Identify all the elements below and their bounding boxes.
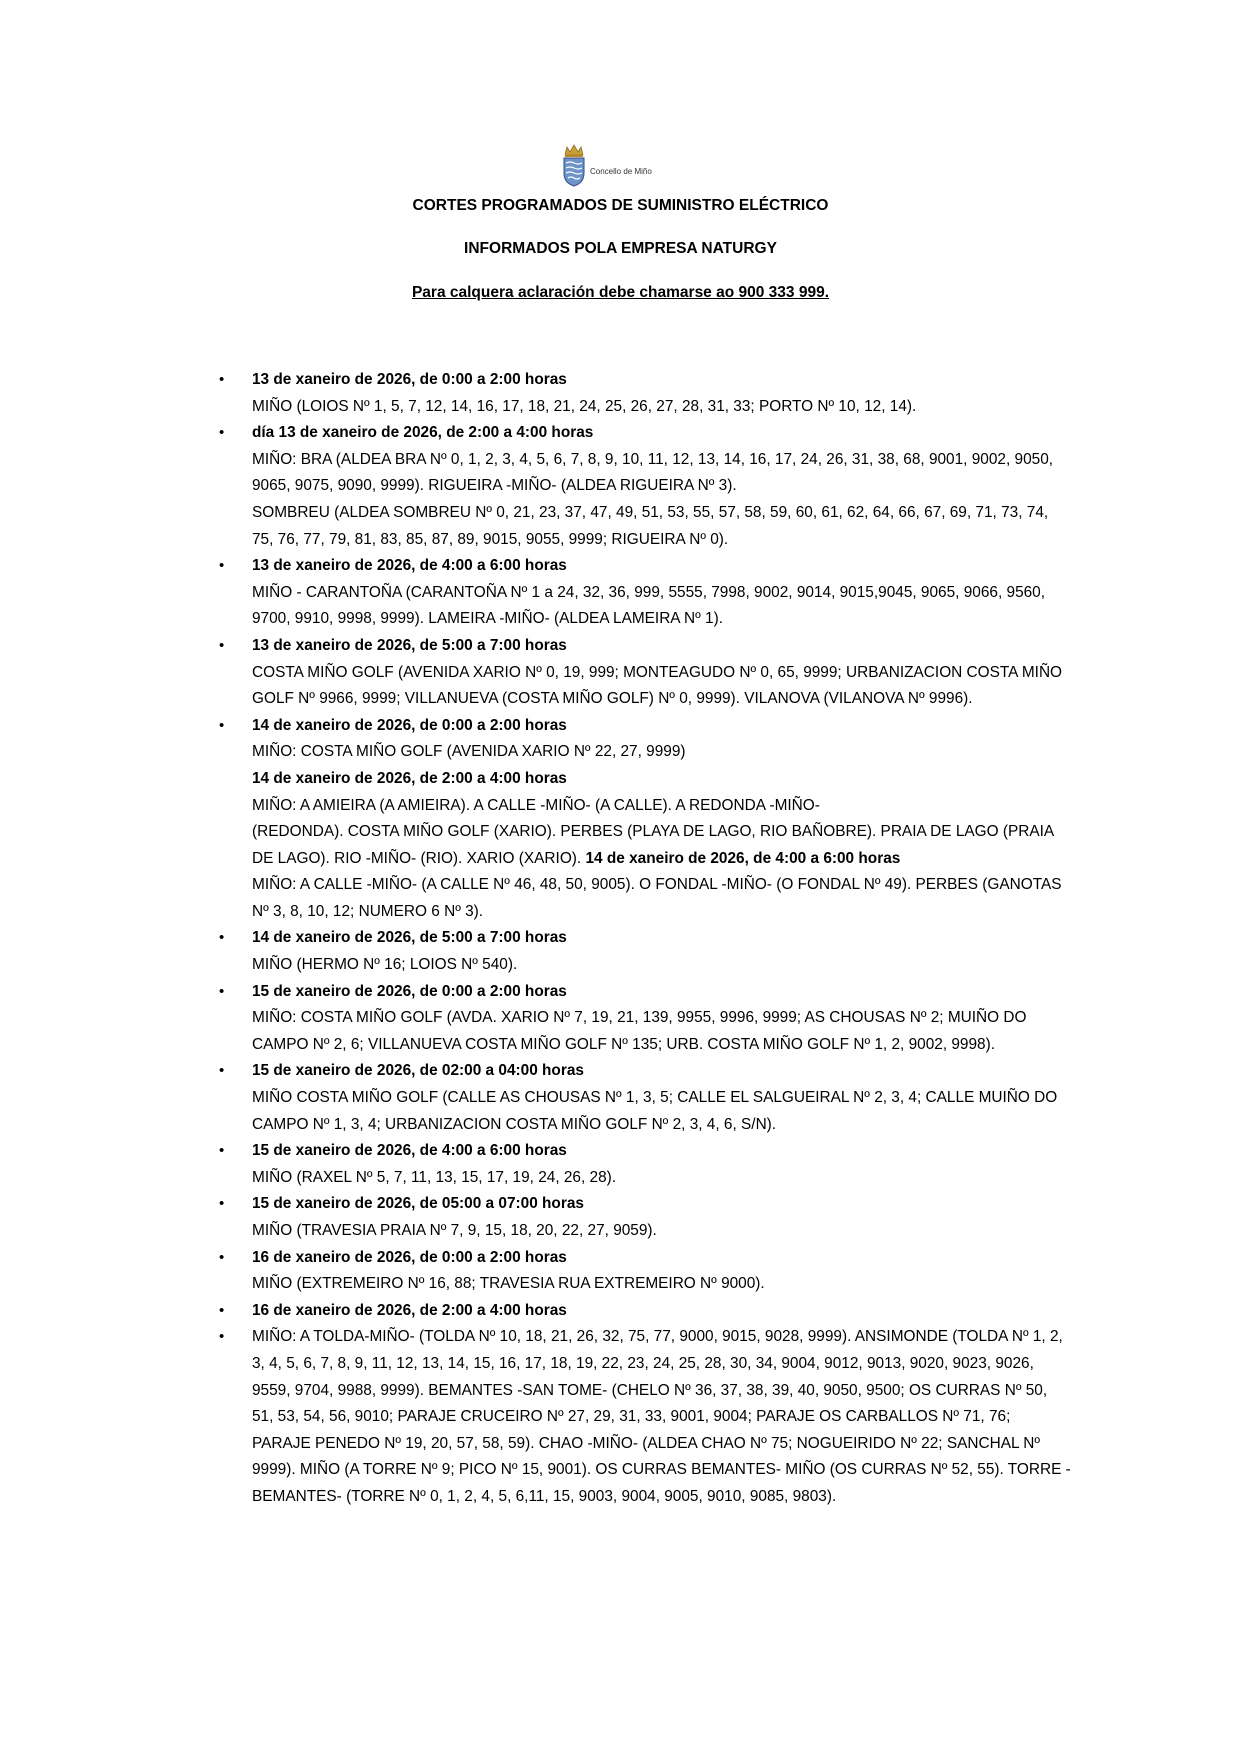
- list-item: [219, 1138, 1072, 1191]
- bullet-icon: •: [219, 1248, 225, 1266]
- outage-areas: MIÑO: COSTA MIÑO GOLF (AVDA. XARIO Nº 7, 19, 21, 139, 9955, 9996, 9999; AS CHOUSAS Nº 2; MUIÑO DO CAMPO Nº 2, 6; VILLANUEVA COSTA MIÑO GOLF Nº 135; URB. COSTA MIÑO GOLF Nº 1, 2, 9002, 9998).: [252, 1009, 1027, 1053]
- outage-areas: MIÑO: COSTA MIÑO GOLF (AVENIDA XARIO Nº 22, 27, 9999): [252, 743, 686, 761]
- outage-areas: MIÑO COSTA MIÑO GOLF (CALLE AS CHOUSAS Nº 1, 3, 5; CALLE EL SALGUEIRAL Nº 2, 3, 4; CALLE MUIÑO DO CAMPO Nº 1, 3, 4; URBANIZACION COSTA MIÑO GOLF Nº 2, 3, 4, 6, S/N).: [252, 1089, 1058, 1133]
- outage-areas: MIÑO (RAXEL Nº 5, 7, 11, 13, 15, 17, 19, 24, 26, 28).: [252, 1168, 617, 1186]
- outage-date: 14 de xaneiro de 2026, de 5:00 a 7:00 horas: [252, 929, 567, 947]
- council-logo: [560, 143, 652, 187]
- list-item: [219, 1324, 1072, 1510]
- page-title: CORTES PROGRAMADOS DE SUMINISTRO ELÉCTRICO: [412, 197, 829, 214]
- outage-date: 14 de xaneiro de 2026, de 2:00 a 4:00 horas: [252, 769, 567, 787]
- outage-date: día 13 de xaneiro de 2026, de 2:00 a 4:00 horas: [252, 424, 594, 442]
- outage-date: 15 de xaneiro de 2026, de 0:00 a 2:00 horas: [252, 982, 567, 1000]
- outage-date: 15 de xaneiro de 2026, de 02:00 a 04:00 horas: [252, 1062, 584, 1080]
- outage-date: 15 de xaneiro de 2026, de 05:00 a 07:00 horas: [252, 1195, 584, 1213]
- outage-date: 14 de xaneiro de 2026, de 0:00 a 2:00 horas: [252, 716, 567, 734]
- list-item: [219, 1298, 1072, 1325]
- outage-areas: MIÑO - CARANTOÑA (CARANTOÑA Nº 1 a 24, 32, 36, 999, 5555, 7998, 9002, 9014, 9015,9045, 9065, 9066, 9560, 9700, 9910, 9998, 9999). LAMEIRA -MIÑO- (ALDEA LAMEIRA Nº 1).: [252, 583, 1046, 628]
- bullet-icon: •: [219, 636, 225, 654]
- bullet-icon: •: [219, 716, 225, 734]
- outage-date: 14 de xaneiro de 2026, de 4:00 a 6:00 horas: [585, 849, 901, 867]
- outage-areas: MIÑO: BRA (ALDEA BRA Nº 0, 1, 2, 3, 4, 5, 6, 7, 8, 9, 10, 11, 12, 13, 14, 16, 17, 24, 26, 31, 38, 68, 9001, 9002, 9050, 9065, 9075, 9090, 9999). RIGUEIRA -MIÑO- (ALDEA RIGUEIRA Nº 3).: [252, 450, 1054, 495]
- list-item: [219, 367, 1072, 420]
- bullet-icon: •: [219, 929, 225, 947]
- list-item: [219, 1191, 1072, 1244]
- bullet-icon: •: [219, 1142, 225, 1160]
- list-item: [219, 420, 1072, 553]
- list-item: [219, 553, 1072, 633]
- bullet-icon: •: [219, 1195, 225, 1213]
- list-item: [219, 979, 1072, 1059]
- bullet-icon: •: [219, 371, 225, 388]
- bullet-icon: •: [219, 1301, 225, 1319]
- outage-areas: (REDONDA). COSTA MIÑO GOLF (XARIO). PERBES (PLAYA DE LAGO, RIO BAÑOBRE). PRAIA DE LAGO (PRAIA DE LAGO). RIO -MIÑO- (RIO). XARIO (XARIO).: [252, 823, 1054, 867]
- outage-areas: MIÑO: A TOLDA-MIÑO- (TOLDA Nº 10, 18, 21, 26, 32, 75, 77, 9000, 9015, 9028, 9999). ANSIMONDE (TOLDA Nº 1, 2, 3, 4, 5, 6, 7, 8, 9, 11, 12, 13, 14, 15, 16, 17, 18, 19, 22, 23, 24, 25, 28, 30, 34, 9004, 9012, 9013, 9020, 9023, 9026, 9559, 9704, 9988, 9999). BEMANTES -SAN TOME- (CHELO Nº 36, 37, 38, 39, 40, 9050, 9500; OS CURRAS Nº 50, 51, 53, 54, 56, 9010; PARAJE CRUCEIRO Nº 27, 29, 31, 33, 9001, 9004; PARAJE OS CARBALLOS Nº 71, 76; PARAJE PENEDO Nº 19, 20, 57, 58, 59). CHAO -MIÑO- (ALDEA CHAO Nº 75; NOGUEIRIDO Nº 22; SANCHAL Nº 9999). MIÑO (A TORRE Nº 9; PICO Nº 15, 9001). OS CURRAS BEMANTES- MIÑO (OS CURRAS Nº 52, 55). TORRE -BEMANTES- (TORRE Nº 0, 1, 2, 4, 5, 6,11, 15, 9003, 9004, 9005, 9010, 9085, 9803).: [252, 1328, 1071, 1505]
- outage-areas: MIÑO: A AMIEIRA (A AMIEIRA). A CALLE -MIÑO- (A CALLE). A REDONDA -MIÑO-: [252, 796, 820, 814]
- coat-of-arms-icon: [560, 143, 588, 187]
- outage-list: [219, 367, 1072, 1511]
- outage-date: 15 de xaneiro de 2026, de 4:00 a 6:00 horas: [252, 1142, 567, 1160]
- outage-date: 13 de xaneiro de 2026, de 0:00 a 2:00 horas: [252, 371, 567, 388]
- list-item: [219, 713, 1072, 926]
- outage-areas: MIÑO (LOIOS Nº 1, 5, 7, 12, 14, 16, 17, 18, 21, 24, 25, 26, 27, 28, 31, 33; PORTO Nº 10, 12, 14).: [252, 397, 917, 415]
- contact-note: Para calquera aclaración debe chamarse ao 900 333 999.: [411, 284, 830, 301]
- list-item: [219, 925, 1072, 978]
- list-item: [219, 1058, 1072, 1138]
- bullet-icon: •: [219, 1328, 225, 1346]
- bullet-icon: •: [219, 424, 225, 442]
- list-item: [219, 633, 1072, 713]
- outage-areas: MIÑO: A CALLE -MIÑO- (A CALLE Nº 46, 48, 50, 9005). O FONDAL -MIÑO- (O FONDAL Nº 49). PERBES (GANOTAS Nº 3, 8, 10, 12; NUMERO 6 Nº 3).: [252, 876, 1062, 920]
- bullet-icon: •: [219, 557, 225, 575]
- outage-areas: MIÑO (EXTREMEIRO Nº 16, 88; TRAVESIA RUA EXTREMEIRO Nº 9000).: [252, 1275, 765, 1293]
- page-subtitle: INFORMADOS POLA EMPRESA NATURGY: [464, 240, 777, 257]
- outage-areas: COSTA MIÑO GOLF (AVENIDA XARIO Nº 0, 19, 999; MONTEAGUDO Nº 0, 65, 9999; URBANIZACION COSTA MIÑO GOLF Nº 9966, 9999; VILLANUEVA (COSTA MIÑO GOLF) Nº 0, 9999). VILANOVA (VILANOVA Nº 9996).: [252, 663, 1063, 708]
- bullet-icon: •: [219, 1062, 225, 1080]
- bullet-icon: •: [219, 982, 225, 1000]
- list-item: [219, 1245, 1072, 1298]
- outage-date: 13 de xaneiro de 2026, de 4:00 a 6:00 horas: [252, 557, 567, 575]
- outage-date: 13 de xaneiro de 2026, de 5:00 a 7:00 horas: [252, 636, 567, 654]
- outage-areas: SOMBREU (ALDEA SOMBREU Nº 0, 21, 23, 37, 47, 49, 51, 53, 55, 57, 58, 59, 60, 61, 62, 64, 66, 67, 69, 71, 73, 74, 75, 76, 77, 79, 81, 83, 85, 87, 89, 9015, 9055, 9999; RIGUEIRA Nº 0).: [252, 503, 1049, 548]
- outage-areas: MIÑO (TRAVESIA PRAIA Nº 7, 9, 15, 18, 20, 22, 27, 9059).: [252, 1222, 657, 1239]
- logo-caption: Concello de Miño: [590, 167, 652, 176]
- outage-date: 16 de xaneiro de 2026, de 2:00 a 4:00 horas: [252, 1301, 567, 1319]
- outage-areas: MIÑO (HERMO Nº 16; LOIOS Nº 540).: [252, 956, 518, 974]
- outage-date: 16 de xaneiro de 2026, de 0:00 a 2:00 horas: [252, 1248, 567, 1266]
